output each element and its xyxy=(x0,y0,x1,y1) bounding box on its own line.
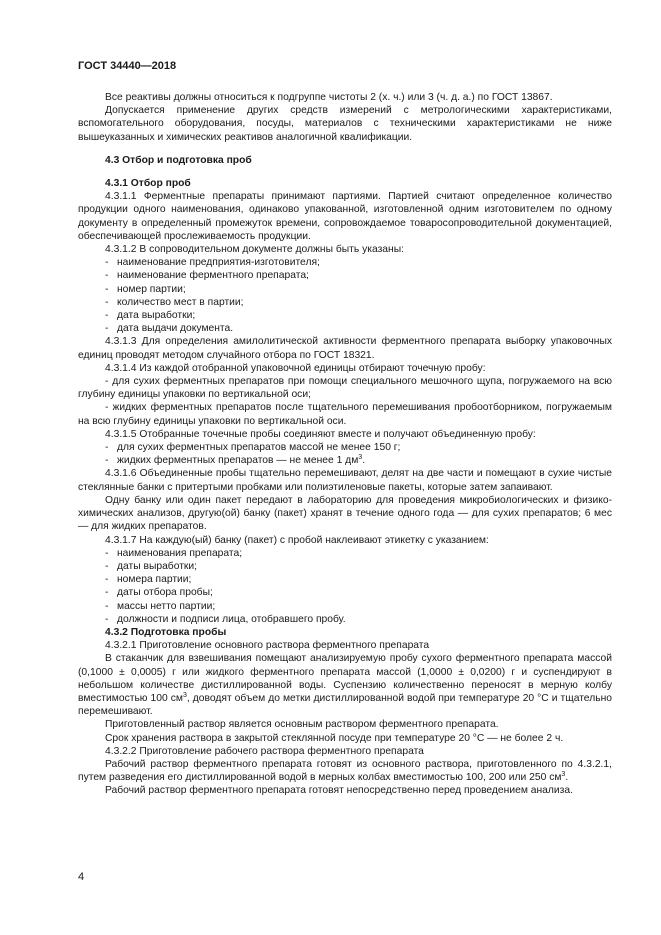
list-item: - для сухих ферментных препаратов при помощи специального мешочного щупа, погружаемого на всю глубину единицы упаковки по вертикальной оси; xyxy=(78,376,612,401)
list-item: - массы нетто партии; xyxy=(105,600,216,612)
list-item: - номер партии; xyxy=(105,283,186,295)
list-item: - дата выдачи документа. xyxy=(105,323,234,335)
list-item: - для сухих ферментных препаратов массой не менее 150 г; xyxy=(105,442,401,454)
list-item: - дата выработки; xyxy=(105,310,196,322)
section-heading: 4.3 Отбор и подготовка проб xyxy=(105,154,252,166)
paragraph: 4.3.1.3 Для определения амилолитической активности ферментного препарата выборку упаковочных единиц проводят методом случайного отбора по ГОСТ 18321. xyxy=(78,336,612,361)
paragraph: Допускается применение других средств измерений с метрологическими характеристиками, вспомогательного оборудования, посуды, материалов с техническими характеристиками не ниже вышеуказанных и химических реактивов аналогичной квалификации. xyxy=(78,105,612,143)
list-item: - даты отбора пробы; xyxy=(105,587,213,599)
paragraph: 4.3.1.4 Из каждой отобранной упаковочной единицы отбирают точечную пробу: xyxy=(105,362,486,374)
paragraph: Срок хранения раствора в закрытой стеклянной посуде при температуре 20 °С — не более 2 ч. xyxy=(105,732,564,744)
paragraph: Рабочий раствор ферментного препарата готовят непосредственно перед проведением анализа. xyxy=(105,785,573,797)
paragraph: В стаканчик для взвешивания помещают анализируемую пробу сухого ферментного препарата массой (0,1000 ± 0,0005) г или жидкого ферментного препарата массой (1,0000 ± 0,0200) г и суспендируют в небольшом количестве дистиллированной воды. Суспензию количественно переносят в мерную колбу вместимостью 100 $см^3$, доводят объем до метки дистиллированной водой при температуре 20 °С и тщательно перемешивают. xyxy=(78,653,612,718)
list-item: - должности и подписи лица, отобравшего пробу. xyxy=(105,613,346,625)
paragraph: Приготовленный раствор является основным раствором ферментного препарата. xyxy=(105,719,499,731)
paragraph: Все реактивы должны относиться к подгруппе чистоты 2 (х. ч.) или 3 (ч. д. а.) по ГОСТ 13867. xyxy=(105,92,553,103)
list-item: - наименования препарата; xyxy=(105,547,243,559)
paragraph: 4.3.2.1 Приготовление основного раствора ферментного препарата xyxy=(105,640,430,652)
standard-header: ГОСТ 34440—2018 xyxy=(78,60,177,72)
list xyxy=(78,256,612,335)
paragraph: 4.3.1.6 Объединенные пробы тщательно перемешивают, делят на две части и помещают в сухие чистые стеклянные банки с притертыми пробками или полиэтиленовые пакеты, которые затем запаивают. xyxy=(78,468,612,493)
list-item: - количество мест в партии; xyxy=(105,296,244,308)
list xyxy=(78,547,612,626)
list-item: - жидких ферментных препаратов после тщательного перемешивания пробоотборником, погружаемым на всю глубину единицы упаковки по вертикальной оси. xyxy=(78,402,612,427)
subsection-heading: 4.3.2 Подготовка пробы xyxy=(105,626,227,638)
paragraph: 4.3.1.2 В сопроводительном документе должны быть указаны: xyxy=(105,244,404,256)
list-item: - номера партии; xyxy=(105,574,192,586)
list-item: - наименование ферментного препарата; xyxy=(105,270,309,282)
subsection-heading: 4.3.1 Отбор проб xyxy=(105,178,191,190)
document-body xyxy=(78,91,612,798)
paragraph: Одну банку или один пакет передают в лабораторию для проведения микробиологических и физико-химических анализов, другую(ой) банку (пакет) хранят в течение одного года — для сухих препаратов; 6 мес — для жидких препаратов. xyxy=(78,494,612,533)
paragraph: Рабочий раствор ферментного препарата готовят из основного раствора, приготовленного по 4.3.2.1, путем разведения его дистиллированной водой в мерных колбах вместимостью 100, 200 или 250 $см^3$. xyxy=(78,758,612,784)
paragraph: 4.3.2.2 Приготовление рабочего раствора ферментного препарата xyxy=(105,745,424,757)
list-item: - даты выработки; xyxy=(105,560,198,572)
list-item: - жидких ферментных препаратов — не менее 1 $дм^3$. xyxy=(105,454,366,467)
paragraph: 4.3.1.1 Ферментные препараты принимают партиями. Партией считают определенное количество продукции одного наименования, одинаково упакованной, изготовленной одним изготовителем по одному документу в определенный промежуток времени, сопровождаемое товаросопроводительной документацией, обеспечивающей прослеживаемость продукции. xyxy=(78,191,612,242)
paragraph: 4.3.1.5 Отобранные точечные пробы соединяют вместе и получают объединенную пробу: xyxy=(105,428,536,440)
list-item: - наименование предприятия-изготовителя; xyxy=(105,257,320,269)
paragraph: 4.3.1.7 На каждую(ый) банку (пакет) с пробой наклеивают этикетку с указанием: xyxy=(105,534,489,546)
page-number: 4 xyxy=(78,871,85,883)
